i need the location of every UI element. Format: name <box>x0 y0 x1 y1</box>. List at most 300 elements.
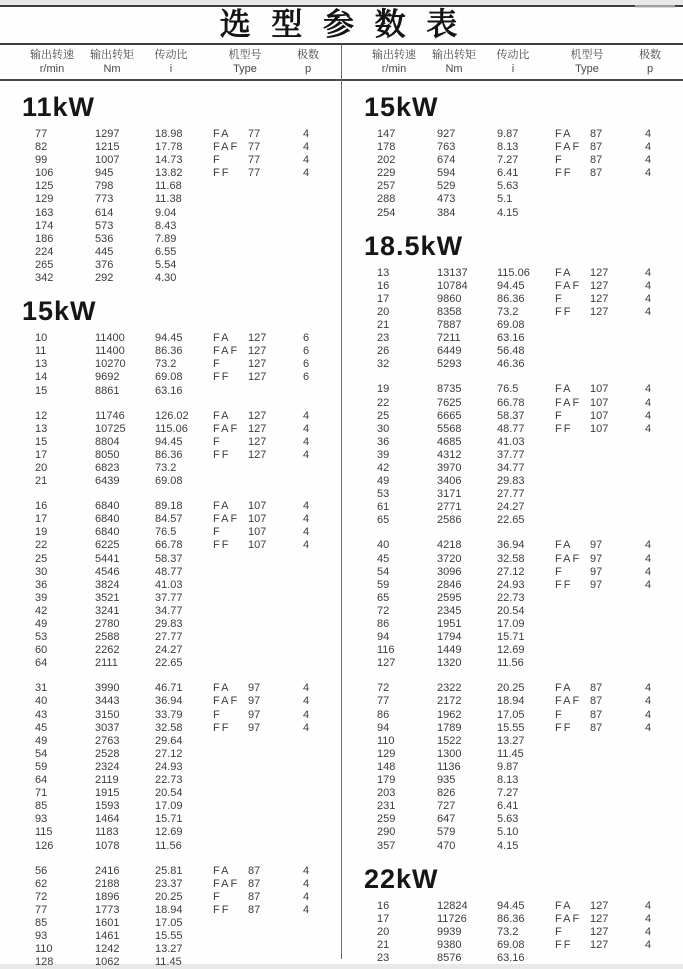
cell-output-speed: 21 <box>377 319 390 332</box>
cell-ratio: 73.2 <box>155 358 177 371</box>
cell-ratio: 27.12 <box>497 565 525 578</box>
cell-output-torque: 2586 <box>437 514 462 527</box>
cell-ratio: 25.81 <box>155 864 183 877</box>
cell-poles <box>632 631 668 644</box>
row-block <box>342 267 683 372</box>
cell-output-torque: 6823 <box>95 461 120 474</box>
cell-output-torque: 2345 <box>437 604 462 617</box>
row-block <box>0 410 341 489</box>
type-model-number: 127 <box>590 912 609 925</box>
cell-output-torque: 445 <box>95 245 114 258</box>
cell-type <box>200 722 290 735</box>
type-prefix: F <box>555 565 564 578</box>
table-row <box>0 141 341 154</box>
cell-output-torque: 6840 <box>95 513 120 526</box>
cell-poles <box>632 800 668 813</box>
cell-ratio: 6.41 <box>497 800 519 813</box>
type-prefix: F <box>213 526 222 539</box>
column-header-unit: i <box>169 63 173 75</box>
cell-ratio: 9.87 <box>497 128 519 140</box>
cell-poles <box>632 193 668 206</box>
cell-output-torque: 1007 <box>95 154 120 167</box>
table-row <box>342 579 683 592</box>
cell-ratio: 63.16 <box>155 384 183 397</box>
table-row <box>0 513 341 526</box>
table-row <box>342 306 683 319</box>
cell-output-speed: 17 <box>377 292 390 305</box>
type-model-number: 87 <box>590 695 603 708</box>
cell-ratio: 115.06 <box>497 266 530 279</box>
table-row <box>0 526 341 539</box>
table-row <box>0 436 341 449</box>
table-row <box>342 840 683 853</box>
table-row <box>342 722 683 735</box>
cell-output-torque: 470 <box>437 839 456 852</box>
type-model-number: 87 <box>248 903 261 916</box>
cell-ratio: 12.69 <box>155 826 183 839</box>
cell-output-speed: 13 <box>35 422 48 435</box>
cell-poles <box>632 332 668 345</box>
type-model-number: 97 <box>248 695 261 708</box>
cell-output-torque: 1300 <box>437 747 462 760</box>
cell-output-torque: 6665 <box>437 409 462 422</box>
cell-type <box>200 410 290 423</box>
type-model-number: 97 <box>590 565 603 578</box>
cell-output-torque: 2780 <box>95 618 120 630</box>
type-model-number: 127 <box>248 358 267 371</box>
table-row <box>0 259 341 272</box>
cell-poles: 4 <box>645 565 652 578</box>
cell-output-torque: 2763 <box>95 734 120 747</box>
cell-ratio: 41.03 <box>155 578 183 591</box>
cell-type <box>200 956 290 969</box>
cell-output-speed: 72 <box>377 604 390 617</box>
cell-type <box>200 657 290 670</box>
cell-poles: 4 <box>645 141 652 154</box>
cell-poles <box>632 488 668 501</box>
cell-output-speed: 54 <box>35 747 48 760</box>
cell-ratio: 15.71 <box>497 631 525 644</box>
type-model-number: 127 <box>248 332 267 345</box>
table-row <box>342 488 683 501</box>
cell-poles: 4 <box>303 128 310 140</box>
cell-ratio: 34.77 <box>155 604 183 617</box>
cell-output-torque: 773 <box>95 193 114 206</box>
column-header-row <box>0 45 341 81</box>
cell-poles: 4 <box>303 448 310 461</box>
left-panel-body <box>0 81 341 969</box>
cell-ratio: 37.77 <box>155 591 183 604</box>
cell-output-torque: 536 <box>95 232 114 245</box>
cell-output-torque: 2528 <box>95 747 120 760</box>
column-header-label: 输出转矩 <box>432 49 476 61</box>
cell-output-torque: 647 <box>437 813 456 826</box>
cell-output-speed: 288 <box>377 193 396 206</box>
cell-type <box>200 193 290 206</box>
cell-type <box>542 180 632 193</box>
table-row <box>0 826 341 839</box>
cell-output-speed: 179 <box>377 774 396 787</box>
cell-ratio: 34.77 <box>497 461 525 474</box>
section-heading: 15kW <box>364 92 439 122</box>
table-row <box>0 904 341 917</box>
cell-poles <box>632 605 668 618</box>
cell-type <box>200 385 290 398</box>
type-model-number: 127 <box>590 279 609 292</box>
cell-output-speed: 15 <box>35 384 48 397</box>
cell-output-speed: 19 <box>35 526 48 539</box>
cell-output-speed: 11 <box>35 345 47 358</box>
cell-output-speed: 147 <box>377 128 396 140</box>
cell-poles <box>290 813 326 826</box>
type-model-number: 77 <box>248 141 261 154</box>
cell-ratio: 41.03 <box>497 435 525 448</box>
cell-poles <box>290 826 326 839</box>
document-page <box>0 5 683 969</box>
cell-ratio: 63.16 <box>497 332 525 345</box>
cell-ratio: 27.77 <box>155 631 183 644</box>
cell-ratio: 9.87 <box>497 760 519 773</box>
type-model-number: 97 <box>248 708 261 721</box>
cell-ratio: 29.83 <box>497 475 525 488</box>
cell-poles <box>632 436 668 449</box>
cell-ratio: 48.77 <box>155 565 183 578</box>
cell-output-speed: 54 <box>377 565 390 578</box>
cell-type <box>542 900 632 913</box>
cell-output-torque: 3241 <box>95 604 120 617</box>
type-prefix: FAF <box>213 695 240 708</box>
cell-output-torque: 945 <box>95 167 114 180</box>
table-row <box>0 207 341 220</box>
cell-output-torque: 927 <box>437 128 456 140</box>
cell-ratio: 5.63 <box>497 813 519 826</box>
cell-output-speed: 65 <box>377 514 390 527</box>
cell-output-speed: 202 <box>377 154 396 167</box>
cell-output-speed: 49 <box>35 618 48 630</box>
cell-poles <box>290 787 326 800</box>
cell-type <box>200 332 290 345</box>
cell-output-speed: 17 <box>377 912 390 925</box>
type-prefix: F <box>555 708 564 721</box>
table-row <box>342 462 683 475</box>
cell-type <box>542 306 632 319</box>
cell-poles: 4 <box>645 396 652 409</box>
cell-type <box>200 345 290 358</box>
column-header <box>632 48 668 77</box>
cell-poles: 4 <box>303 890 310 903</box>
cell-ratio: 5.63 <box>497 180 519 193</box>
cell-type <box>542 319 632 332</box>
cell-type <box>200 154 290 167</box>
cell-type <box>200 774 290 787</box>
cell-type <box>542 618 632 631</box>
table-row <box>342 566 683 579</box>
cell-ratio: 8.43 <box>155 219 177 232</box>
type-prefix: F <box>555 292 564 305</box>
type-prefix: FF <box>555 721 573 734</box>
table-row <box>0 500 341 513</box>
type-model-number: 97 <box>248 682 261 695</box>
row-block <box>342 383 683 527</box>
cell-ratio: 18.98 <box>155 128 183 140</box>
cell-output-torque: 1896 <box>95 890 120 903</box>
cell-ratio: 17.09 <box>155 800 183 813</box>
table-row <box>342 501 683 514</box>
type-prefix: FA <box>213 500 231 513</box>
cell-output-speed: 23 <box>377 951 390 964</box>
cell-output-torque: 9860 <box>437 292 462 305</box>
table-row <box>342 800 683 813</box>
type-model-number: 87 <box>590 682 603 695</box>
cell-poles: 4 <box>645 682 652 695</box>
cell-type <box>542 154 632 167</box>
cell-output-torque: 1461 <box>95 930 120 943</box>
cell-poles: 4 <box>303 435 310 448</box>
cell-output-torque: 1593 <box>95 800 120 813</box>
cell-type <box>542 840 632 853</box>
right-panel-body <box>342 81 683 965</box>
type-model-number: 87 <box>248 864 261 877</box>
cell-type <box>200 246 290 259</box>
cell-poles: 4 <box>645 899 652 912</box>
cell-output-speed: 17 <box>35 448 48 461</box>
row-block <box>0 128 341 285</box>
cell-output-speed: 31 <box>35 682 48 695</box>
type-model-number: 107 <box>248 526 267 539</box>
type-model-number: 127 <box>590 292 609 305</box>
type-model-number: 127 <box>248 371 267 384</box>
cell-poles: 4 <box>645 266 652 279</box>
cell-type <box>200 180 290 193</box>
cell-poles: 4 <box>303 526 310 539</box>
cell-type <box>542 514 632 527</box>
cell-ratio: 24.93 <box>155 760 183 773</box>
cell-output-speed: 16 <box>35 500 48 513</box>
cell-poles: 4 <box>303 422 310 435</box>
table-row <box>342 180 683 193</box>
column-header <box>484 48 542 77</box>
column-header-unit: Type <box>233 63 257 75</box>
section-heading: 18.5kW <box>364 230 464 261</box>
right-panel <box>342 45 683 964</box>
cell-poles <box>290 800 326 813</box>
table-row <box>0 787 341 800</box>
cell-output-speed: 93 <box>35 813 48 826</box>
cell-output-torque: 1522 <box>437 734 462 747</box>
cell-ratio: 27.12 <box>155 747 183 760</box>
cell-ratio: 9.04 <box>155 206 177 219</box>
cell-output-torque: 376 <box>95 258 114 271</box>
type-model-number: 127 <box>590 266 609 279</box>
cell-ratio: 11.56 <box>155 839 182 852</box>
cell-output-torque: 4312 <box>437 448 462 461</box>
type-prefix: FAF <box>555 396 582 409</box>
cell-output-speed: 94 <box>377 631 390 644</box>
table-row <box>0 878 341 891</box>
cell-ratio: 66.78 <box>155 539 183 552</box>
cell-poles <box>290 956 326 969</box>
cell-type <box>542 644 632 657</box>
cell-output-torque: 1794 <box>437 631 462 644</box>
cell-type <box>200 462 290 475</box>
cell-type <box>542 761 632 774</box>
table-row <box>0 930 341 943</box>
cell-output-speed: 357 <box>377 839 396 852</box>
cell-output-torque: 2262 <box>95 644 120 657</box>
cell-output-speed: 115 <box>35 826 53 839</box>
cell-poles <box>632 840 668 853</box>
type-prefix: FA <box>555 383 573 396</box>
table-row <box>0 813 341 826</box>
row-block <box>0 682 341 852</box>
cell-output-torque: 4685 <box>437 435 462 448</box>
cell-type <box>542 488 632 501</box>
type-model-number: 107 <box>590 422 609 435</box>
table-row <box>0 193 341 206</box>
cell-output-torque: 1136 <box>437 760 461 773</box>
cell-poles <box>632 462 668 475</box>
cell-poles <box>290 462 326 475</box>
cell-type <box>542 913 632 926</box>
cell-output-speed: 129 <box>377 747 396 760</box>
type-prefix: FF <box>555 578 573 591</box>
cell-output-torque: 384 <box>437 206 456 219</box>
cell-ratio: 48.77 <box>497 422 525 435</box>
type-prefix: FAF <box>555 695 582 708</box>
cell-ratio: 94.45 <box>497 279 525 292</box>
cell-poles: 4 <box>303 141 310 154</box>
cell-poles: 6 <box>303 345 310 358</box>
type-prefix: F <box>213 890 222 903</box>
cell-poles <box>632 514 668 527</box>
table-row <box>342 154 683 167</box>
cell-output-torque: 2771 <box>437 501 462 514</box>
cell-output-speed: 110 <box>35 943 53 956</box>
cell-ratio: 58.37 <box>155 552 183 565</box>
column-header <box>424 48 484 77</box>
cell-type <box>542 682 632 695</box>
table-row <box>0 917 341 930</box>
table-row <box>0 371 341 384</box>
cell-type <box>200 787 290 800</box>
cell-poles <box>290 592 326 605</box>
table-row <box>342 695 683 708</box>
column-header-row <box>342 45 683 81</box>
type-prefix: FF <box>213 371 231 384</box>
cell-poles: 4 <box>303 154 310 167</box>
cell-ratio: 4.15 <box>497 206 519 219</box>
cell-poles <box>632 592 668 605</box>
cell-output-speed: 30 <box>377 422 390 435</box>
cell-output-speed: 203 <box>377 787 396 800</box>
cell-type <box>542 462 632 475</box>
cell-output-torque: 12824 <box>437 899 468 912</box>
table-row <box>342 761 683 774</box>
cell-type <box>200 878 290 891</box>
column-header <box>290 48 326 77</box>
cell-ratio: 23.37 <box>155 877 183 890</box>
cell-ratio: 24.27 <box>155 644 183 657</box>
page-title: 选 型 参 数 表 <box>219 7 464 42</box>
cell-type <box>200 943 290 956</box>
table-row <box>0 449 341 462</box>
cell-output-speed: 94 <box>377 721 390 734</box>
cell-type <box>200 553 290 566</box>
cell-output-speed: 259 <box>377 813 396 826</box>
cell-output-speed: 77 <box>377 695 390 708</box>
table-row <box>0 332 341 345</box>
cell-output-speed: 64 <box>35 774 48 787</box>
cell-output-speed: 86 <box>377 708 390 721</box>
cell-poles: 4 <box>645 167 652 180</box>
cell-ratio: 17.09 <box>497 618 525 630</box>
column-header-label: 输出转速 <box>30 49 74 61</box>
cell-poles <box>632 345 668 358</box>
table-row <box>0 840 341 853</box>
column-header-label: 机型号 <box>228 49 262 61</box>
column-header-unit: Type <box>575 63 599 75</box>
cell-poles <box>290 657 326 670</box>
cell-type <box>542 128 632 141</box>
cell-output-speed: 12 <box>35 409 48 422</box>
type-prefix: FF <box>555 422 573 435</box>
cell-type <box>200 826 290 839</box>
table-row <box>342 332 683 345</box>
cell-ratio: 33.79 <box>155 708 183 721</box>
cell-type <box>200 605 290 618</box>
cell-output-torque: 473 <box>437 193 456 206</box>
cell-poles <box>632 358 668 371</box>
cell-output-speed: 116 <box>377 644 395 657</box>
cell-type <box>542 748 632 761</box>
column-header-label: 极数 <box>297 49 319 61</box>
cell-output-torque: 6449 <box>437 345 462 358</box>
cell-output-torque: 1297 <box>95 128 120 140</box>
cell-output-torque: 1183 <box>95 826 119 839</box>
cell-output-speed: 86 <box>377 618 390 630</box>
cell-output-torque: 11746 <box>95 409 125 422</box>
cell-output-speed: 125 <box>35 180 54 193</box>
cell-output-speed: 126 <box>35 839 54 852</box>
table-row <box>342 293 683 306</box>
cell-output-speed: 72 <box>377 682 390 695</box>
cell-poles <box>290 748 326 761</box>
column-header <box>364 48 424 77</box>
cell-ratio: 17.05 <box>497 708 525 721</box>
cell-poles <box>632 774 668 787</box>
cell-type <box>542 397 632 410</box>
table-row <box>342 410 683 423</box>
cell-output-speed: 77 <box>35 128 48 140</box>
table-row <box>342 787 683 800</box>
cell-poles: 4 <box>303 500 310 513</box>
cell-type <box>542 207 632 220</box>
cell-output-speed: 65 <box>377 591 390 604</box>
cell-ratio: 7.89 <box>155 232 177 245</box>
cell-type <box>542 332 632 345</box>
cell-ratio: 11.68 <box>155 180 182 193</box>
row-block <box>0 332 341 397</box>
cell-output-speed: 21 <box>35 475 48 488</box>
type-prefix: FA <box>555 266 573 279</box>
cell-type <box>200 631 290 644</box>
cell-output-torque: 7211 <box>437 332 461 345</box>
cell-output-speed: 42 <box>35 604 48 617</box>
cell-type <box>542 436 632 449</box>
table-row <box>342 267 683 280</box>
cell-output-torque: 1789 <box>437 721 462 734</box>
table-row <box>0 385 341 398</box>
